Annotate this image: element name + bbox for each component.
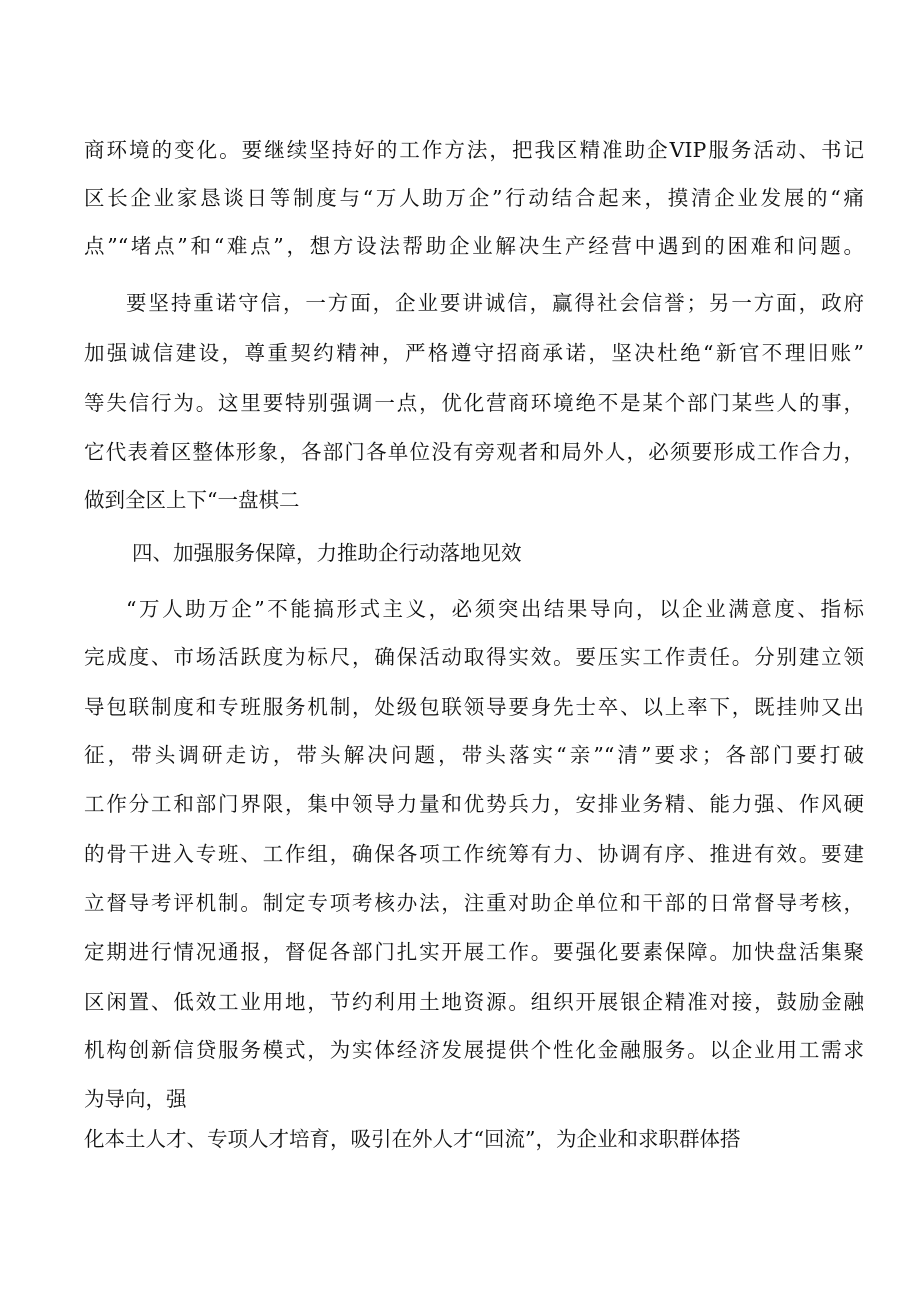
paragraph-line: 立督导考评机制。制定专项考核办法，注重对助企单位和干部的日常督导考核， bbox=[84, 891, 864, 915]
paragraph-line: 它代表着区整体形象，各部门各单位没有旁观者和局外人，必须要形成工作合力， bbox=[84, 440, 864, 464]
paragraph-line: 征，带头调研走访，带头解决问题，带头落实“亲”“清”要求；各部门要打破 bbox=[84, 743, 864, 767]
paragraph-line: 加强诚信建设，尊重契约精神，严格遵守招商承诺，坚决杜绝“新官不理旧账” bbox=[84, 341, 864, 365]
section-heading: 四、加强服务保障，力推助企行动落地见效 bbox=[132, 541, 522, 565]
paragraph-line: 等失信行为。这里要特别强调一点，优化营商环境绝不是某个部门某些人的事， bbox=[84, 391, 864, 415]
paragraph-line: 导包联制度和专班服务机制，处级包联领导要身先士卒、以上率下，既挂帅又出 bbox=[84, 695, 864, 719]
paragraph-line: 定期进行情况通报，督促各部门扎实开展工作。要强化要素保障。加快盘活集聚 bbox=[84, 940, 864, 964]
paragraph-line: 完成度、市场活跃度为标尺，确保活动取得实效。要压实工作责任。分别建立领 bbox=[84, 645, 864, 669]
paragraph-line: 机构创新信贷服务模式，为实体经济发展提供个性化金融服务。以企业用工需求 bbox=[84, 1038, 864, 1062]
paragraph-line: 要坚持重诺守信，一方面，企业要讲诚信，赢得社会信誉；另一方面，政府 bbox=[126, 291, 864, 315]
paragraph-line: 为导向，强 bbox=[84, 1087, 187, 1111]
paragraph-line: 工作分工和部门界限，集中领导力量和优势兵力，安排业务精、能力强、作风硬 bbox=[84, 792, 864, 816]
paragraph-line: 做到全区上下“一盘棋二 bbox=[84, 488, 300, 512]
paragraph-line: “万人助万企”不能搞形式主义，必须突出结果导向，以企业满意度、指标 bbox=[126, 597, 864, 621]
paragraph-line: 区长企业家恳谈日等制度与“万人助万企”行动结合起来，摸清企业发展的“痛 bbox=[84, 186, 864, 210]
paragraph-line: 化本土人才、专项人才培育，吸引在外人才“回流”，为企业和求职群体搭 bbox=[84, 1127, 741, 1151]
paragraph-line: 商环境的变化。要继续坚持好的工作方法，把我区精准助企VIP服务活动、书记 bbox=[84, 138, 864, 162]
paragraph-line: 的骨干进入专班、工作组，确保各项工作统筹有力、协调有序、推进有效。要建 bbox=[84, 842, 864, 866]
paragraph-line: 区闲置、低效工业用地，节约利用土地资源。组织开展银企精准对接，鼓励金融 bbox=[84, 990, 864, 1014]
paragraph-line: 点”“堵点”和“难点”，想方设法帮助企业解决生产经营中遇到的困难和问题。 bbox=[84, 234, 864, 258]
